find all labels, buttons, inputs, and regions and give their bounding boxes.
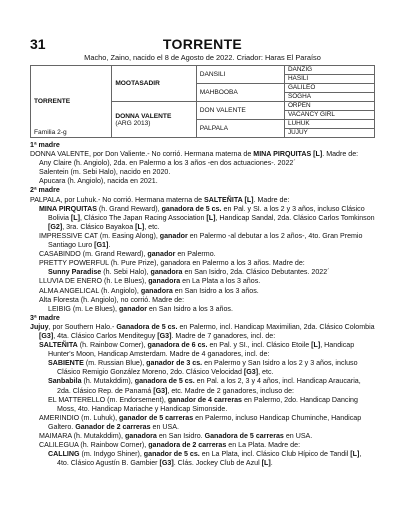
catalog-body (30, 141, 375, 468)
pedigree-g4-7: LUHUK (284, 120, 374, 129)
offspring-line: Alta Floresta (h. Angiolo), no corrió. Madre de: (39, 295, 185, 304)
offspring-line: PRETTY POWERFUL (h. Pure Prize), ganadora en Palermo a los 3 años. Madre de: (39, 259, 305, 268)
pedigree-g4-1: DANZIG (284, 66, 374, 75)
pedigree-g4-8: JUJUY (284, 129, 374, 138)
grand-offspring-line: LEIBIG (m. Le Blues), ganador en San Isidro a los 3 años. (48, 304, 233, 313)
pedigree-sire-dam: MAHBOOBA (196, 84, 284, 102)
lot-number: 31 (30, 36, 46, 52)
horse-subtitle: Macho, Zaino, nacido el 8 de Agosto de 2022. Criador: Haras El Paraíso (84, 53, 321, 62)
offspring-line: Apucara (h. Angiolo), nacida en 2021. (39, 177, 158, 186)
offspring-line: CASABINDO (m. Grand Reward), ganador en Palermo. (39, 250, 216, 259)
offspring-line: ALMA ANGELICAL (h. Angiolo), ganadora en San Isidro a los 3 años. (39, 286, 259, 295)
subject-name: TORRENTE (34, 98, 71, 105)
offspring-line: Any Claire (h. Angiolo), 2da. en Palermo a los 3 años -en dos actuaciones-. 2022´ (39, 159, 296, 168)
pedigree-table (30, 65, 375, 138)
section-title-third-dam: 3ª madre (30, 313, 60, 322)
pedigree-g4-4: SOGHA (284, 93, 374, 102)
pedigree-g4-6: VACANCY GIRL (284, 111, 374, 120)
grand-offspring-line: CALLING (m. Indygo Shiner), ganador de 5 cs. en La Plata, incl. Clásico Club Hípico de Tandil [L], 4to. Clásico Agustín B. Gambier [G3]. Clás. Jockey Club de Azul [L]. (48, 450, 362, 468)
grand-offspring-line: Sanbabila (h. Mutakddim), ganadora de 5 cs. en Pal. a los 2, 3 y 4 años, incl. Handicap Araucaria, 2da. Clásico Rep. de Panamá [G3], etc. Madre de 2 ganadores, incluso de: (48, 377, 361, 395)
offspring-line: CALILEGUA (h. Rainbow Corner), ganadora de 2 carreras en La Plata. Madre de: (39, 441, 301, 450)
offspring-line: SALTEÑITA (h. Rainbow Corner), ganadora de 6 cs. en Pal. y SI., incl. Clásico Etoile [L], Handicap Hunter's Moon, Handicap Amsterdam. Madre de 4 ganadores, incl. de: (39, 341, 355, 359)
pedigree-sire-sire: DANSILI (196, 66, 284, 84)
dam-name: DONNA VALENTE (115, 112, 172, 120)
section-title-first-dam: 1ª madre (30, 141, 60, 149)
offspring-line: AMERINDIO (m. Luhuk), ganador de 5 carreras en Palermo, incluso Handicap Chuminche, Handicap Galtero. Ganador de 2 carreras en USA. (39, 413, 362, 431)
horse-name: TORRENTE (162, 36, 243, 52)
offspring-line: IMPRESSIVE CAT (m. Easing Along), ganador en Palermo -al debutar a los 2 años-, 4to. Gran Premio Santiago Luro [G1]. (39, 231, 363, 250)
pedigree-g4-5: ORPEN (284, 102, 374, 111)
offspring-line: Salentein (m. Sebi Halo), nacido en 2020. (39, 168, 171, 177)
third-dam-line: Jujuy, por Southern Halo.- Ganadora de 5 cs. en Palermo, incl. Handicap Maximilian, 2da. Clásico Colombia [G3], 4ta. Clásico Carlos Menditeguy [G3]. Madre de 7 ganadores, incl. de: (30, 322, 375, 340)
offspring-line: MAIMARA (h. Mutakddim), ganadora en San Isidro. Ganadora de 5 carreras en USA. (39, 432, 313, 440)
catalog-page (30, 36, 375, 468)
offspring-line: LLUVIA DE ENERO (h. Le Blues), ganadora en La Plata a los 3 años. (39, 277, 261, 286)
pedigree-g4-3: GALILEO (284, 84, 374, 93)
pedigree-sire: MOOTASADIR (112, 66, 196, 102)
second-dam-line: PALPALA, por Luhuk.- No corrió. Hermana materna de SALTEÑITA [L]. Madre de: (30, 195, 290, 204)
first-dam-line: DONNA VALENTE, por Don Valiente.- No corrió. Hermana materna de MINA PIRQUITAS [L]. Madre de: (30, 150, 359, 159)
grand-offspring-line: SABIENTE (m. Russian Blue), ganador de 3 cs. en Palermo y San Isidro a los 2 y 3 años, incluso Clásico Remigio González Moreno, 2do. Clásico Velocidad [G3], etc. (48, 359, 358, 377)
offspring-line: MINA PIRQUITAS (h. Grand Reward), ganadora de 5 cs. en Pal. y SI. a los 2 y 3 años, incluso Clásico Bolivia [L], Clásico The Japan Racing Association [L], Handicap Sandal, 2da. Clásico Carlos Tomkinson [G2], 3ra. Clásico Bayakoa [L], etc. (39, 204, 375, 231)
pedigree-subject (31, 66, 112, 138)
section-title-second-dam: 2ª madre (30, 186, 60, 195)
pedigree-dam (112, 102, 196, 138)
lot-header (30, 36, 375, 52)
pedigree-dam-sire: DON VALENTE (196, 102, 284, 120)
dam-note: (ARG 2013) (115, 119, 151, 127)
grand-offspring-line: Sunny Paradise (h. Sebi Halo), ganadora en San Isidro, 2da. Clásico Debutantes. 2022´ (48, 268, 330, 277)
family-label: Familia 2-g (34, 129, 67, 136)
pedigree-dam-dam: PALPALA (196, 120, 284, 138)
grand-offspring-line: EL MATTERELLO (m. Endorsement), ganador de 4 carreras en Palermo, 2do. Handicap Dancing Moss, 4to. Handicap Mariache y Handicap Simonside. (48, 395, 358, 413)
pedigree-g4-2: HASILI (284, 75, 374, 84)
